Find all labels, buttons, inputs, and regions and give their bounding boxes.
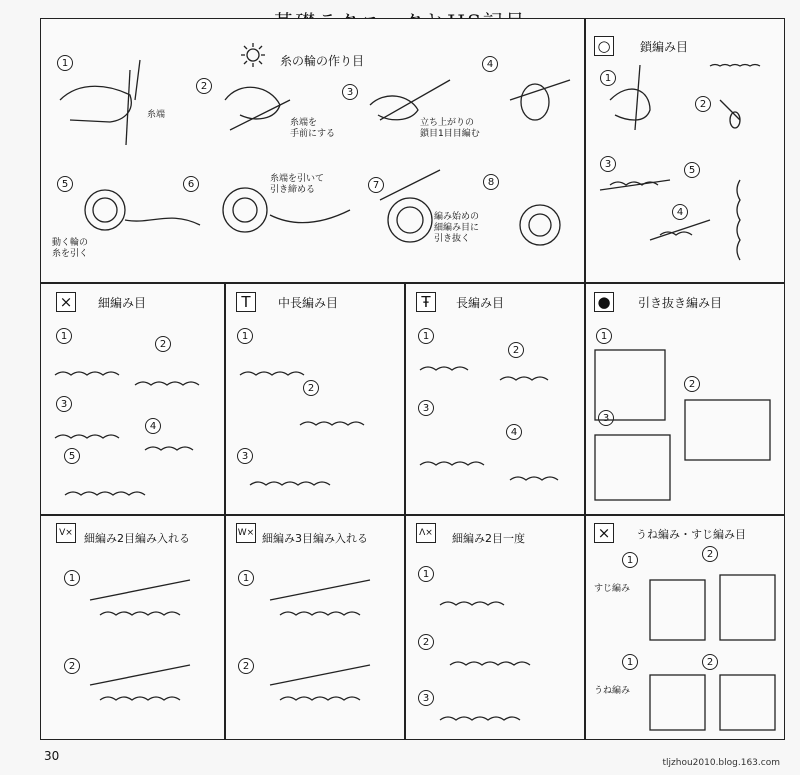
dc-label: 長編み目 — [456, 296, 505, 310]
chain-illustrations — [590, 60, 780, 270]
chain-step-1: 1 — [600, 70, 616, 86]
sc2inc-step-2: 2 — [64, 658, 80, 674]
slip-label: 引き抜き編み目 — [638, 296, 723, 310]
sc2tog-symbol: Λ× — [416, 523, 436, 543]
hdc-step-1: 1 — [237, 328, 253, 344]
note-chain-up: 立ち上がりの 鎖目1目目編む — [420, 118, 480, 139]
ring-label: 糸の輪の作り目 — [280, 54, 365, 68]
row2-illustrations — [40, 320, 785, 510]
ridge-step-2b: 2 — [702, 654, 718, 670]
ring-step-6: 6 — [183, 176, 199, 192]
sc-label: 細編み目 — [98, 296, 147, 310]
ridge-symbol: × — [594, 523, 614, 543]
slip-step-3: 3 — [598, 410, 614, 426]
page-number: 30 — [44, 749, 60, 763]
sc2inc-symbol: V× — [56, 523, 76, 543]
note-finish: 編み始めの 細編み目に 引き抜く — [434, 212, 480, 244]
ring-step-1: 1 — [57, 55, 73, 71]
dc-step-1: 1 — [418, 328, 434, 344]
row3-illustrations — [40, 560, 785, 735]
slip-step-1: 1 — [596, 328, 612, 344]
sc-step-4: 4 — [145, 418, 161, 434]
hdc-step-2: 2 — [303, 380, 319, 396]
ring-step-4: 4 — [482, 56, 498, 72]
watermark: tljzhou2010.blog.163.com — [662, 758, 780, 768]
dc-symbol: Ŧ — [416, 292, 436, 312]
chain-symbol: ○ — [594, 36, 614, 56]
note-pull: 糸端を引いて 引き締める — [270, 174, 325, 195]
sc-symbol: × — [56, 292, 76, 312]
sc-step-3: 3 — [56, 396, 72, 412]
note-tail: 糸端 — [147, 110, 166, 120]
sc3inc-step-1: 1 — [238, 570, 254, 586]
chain-step-4: 4 — [672, 204, 688, 220]
dc-step-3: 3 — [418, 400, 434, 416]
chain-label: 鎖編み目 — [640, 40, 689, 54]
hdc-step-3: 3 — [237, 448, 253, 464]
dc-step-2: 2 — [508, 342, 524, 358]
note-tail-front: 糸端を 手前にする — [290, 118, 336, 139]
sc2inc-label: 細編み2目編み入れる — [84, 532, 190, 545]
sc3inc-step-2: 2 — [238, 658, 254, 674]
sc3inc-symbol: W× — [236, 523, 256, 543]
ring-step-5: 5 — [57, 176, 73, 192]
ridge-step-1b: 1 — [622, 654, 638, 670]
chain-step-2: 2 — [695, 96, 711, 112]
sc2tog-step-1: 1 — [418, 566, 434, 582]
slip-symbol: ● — [594, 292, 614, 312]
sc2inc-step-1: 1 — [64, 570, 80, 586]
ring-step-8: 8 — [483, 174, 499, 190]
chain-step-5: 5 — [684, 162, 700, 178]
dc-step-4: 4 — [506, 424, 522, 440]
note-une: うね編み — [594, 686, 631, 696]
hdc-label: 中長編み目 — [278, 296, 339, 310]
sc2tog-label: 細編み2目一度 — [452, 532, 525, 545]
sc3inc-label: 細編み3目編み入れる — [262, 532, 368, 545]
ring-step-7: 7 — [368, 177, 384, 193]
sc2tog-step-3: 3 — [418, 690, 434, 706]
ring-step-2: 2 — [196, 78, 212, 94]
ridge-label: うね編み・すじ編み目 — [636, 528, 746, 541]
sc-step-2: 2 — [155, 336, 171, 352]
ridge-step-1a: 1 — [622, 552, 638, 568]
ring-illustrations — [40, 60, 585, 275]
ring-step-3: 3 — [342, 84, 358, 100]
chain-step-3: 3 — [600, 156, 616, 172]
slip-step-2: 2 — [684, 376, 700, 392]
note-move: 動く輪の 糸を引く — [52, 238, 89, 259]
sc-step-5: 5 — [64, 448, 80, 464]
hdc-symbol: T — [236, 292, 256, 312]
sc-step-1: 1 — [56, 328, 72, 344]
ridge-step-2a: 2 — [702, 546, 718, 562]
note-suji: すじ編み — [594, 584, 631, 594]
sc2tog-step-2: 2 — [418, 634, 434, 650]
